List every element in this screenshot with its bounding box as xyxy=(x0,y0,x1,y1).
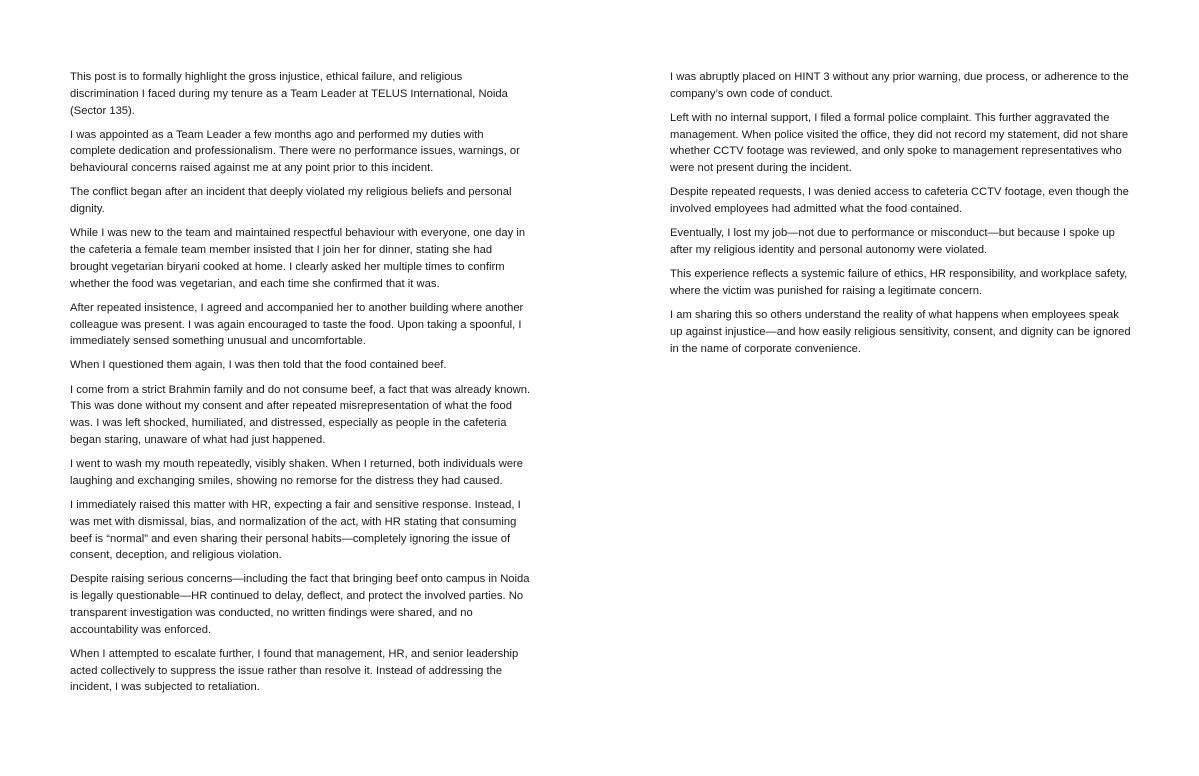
paragraph: While I was new to the team and maintained respectful behaviour with everyone, one day in the cafeteria a female team member insisted that I join her for dinner, stating she had brought vegetarian biryani cooked at home. I clearly asked her multiple times to confirm whether the food was vegetarian, and each time she confirmed that it was. xyxy=(70,227,526,290)
paragraph: I come from a strict Brahmin family and do not consume beef, a fact that was already known. This was done without my consent and after repeated misrepresentation of what the food was. I was left shocked, humiliated, and distressed, especially as people in the cafeteria began staring, unaware of what had just happened. xyxy=(70,383,531,446)
paragraph: Left with no internal support, I filed a formal police complaint. This further aggravated the management. When police visited the office, they did not record my statement, did not share whether CCTV footage was reviewed, and only spoke to management representatives who were not present during the incident. xyxy=(670,111,1129,175)
paragraph: I immediately raised this matter with HR, expecting a fair and sensitive response. Instead, I was met with dismissal, bias, and normalization of the act, with HR stating that consuming beef is “normal” and even sharing their personal habits—completely ignoring the issue of consent, deception, and religious violation. xyxy=(70,498,521,562)
paragraph: The conflict began after an incident that deeply violated my religious beliefs and personal dignity. xyxy=(70,186,512,216)
paragraph: This post is to formally highlight the gross injustice, ethical failure, and religious discrimination I faced during my tenure as a Team Leader at TELUS International, Noida (Sector 135). xyxy=(70,71,508,117)
paragraph: When I attempted to escalate further, I found that management, HR, and senior leadership acted collectively to suppress the issue rather than resolve it. Instead of addressing the incident, I was subjected to retaliation. xyxy=(70,647,519,694)
paragraph: I am sharing this so others understand the reality of what happens when employees speak up against injustice—and how easily religious sensitivity, consent, and dignity can be ignored in the name of corporate convenience. xyxy=(670,309,1131,355)
paragraph: Despite raising serious concerns—including the fact that bringing beef onto campus in Noida is legally questionable—HR continued to delay, deflect, and protect the involved parties. No transparent investigation was conducted, no written findings were shared, and no accountability was enforced. xyxy=(70,573,530,636)
left-column xyxy=(70,69,532,704)
paragraph: I was appointed as a Team Leader a few months ago and performed my duties with complete dedication and professionalism. There were no performance issues, warnings, or behavioural concerns raised against me at any point prior to this incident. xyxy=(70,128,520,175)
paragraph: This experience reflects a systemic failure of ethics, HR responsibility, and workplace safety, where the victim was punished for raising a legitimate concern. xyxy=(670,268,1128,297)
paragraph: I was abruptly placed on HINT 3 without any prior warning, due process, or adherence to the company’s own code of conduct. xyxy=(670,71,1129,100)
paragraph: Despite repeated requests, I was denied access to cafeteria CCTV footage, even though the involved employees had admitted what the food contained. xyxy=(670,186,1129,216)
paragraph: Eventually, I lost my job—not due to performance or misconduct—but because I spoke up after my religious identity and personal autonomy were violated. xyxy=(670,227,1115,257)
paragraph: I went to wash my mouth repeatedly, visibly shaken. When I returned, both individuals were laughing and exchanging smiles, showing no remorse for the distress they had caused. xyxy=(70,458,524,487)
paragraph: After repeated insistence, I agreed and accompanied her to another building where another colleague was present. I was again encouraged to taste the food. Upon taking a spoonful, I immediately sensed something unusual and uncomfortable. xyxy=(70,301,524,348)
paragraph: When I questioned them again, I was then told that the food contained beef. xyxy=(70,359,447,372)
right-column xyxy=(670,69,1132,365)
